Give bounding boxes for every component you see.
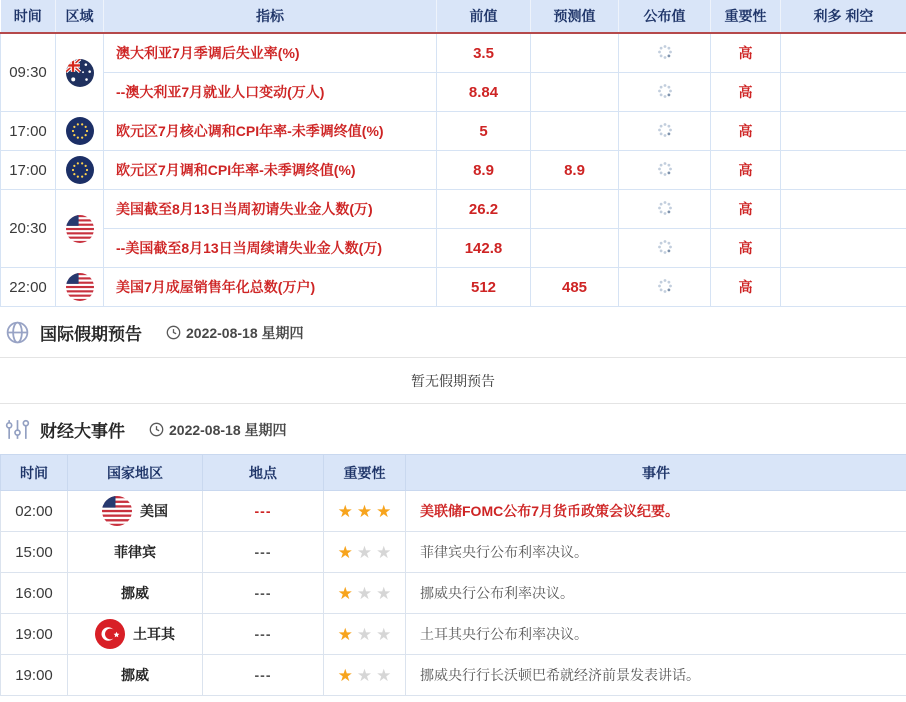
bias-cell — [781, 268, 906, 307]
holiday-date — [166, 323, 304, 343]
star-icon — [357, 503, 372, 520]
country-cell — [68, 573, 203, 614]
major-events-table — [0, 454, 906, 696]
country-cell — [68, 614, 203, 655]
importance-badge: 高 — [711, 73, 781, 112]
table-row — [1, 655, 906, 696]
event-time: 17:00 — [1, 112, 56, 151]
col-header-location: 地点 — [203, 455, 324, 491]
location-cell: --- — [203, 614, 324, 655]
economic-calendar-table — [0, 0, 906, 307]
events-header-row — [1, 455, 906, 491]
event-description[interactable]: 美联储FOMC公布7月货币政策会议纪要。 — [406, 491, 906, 532]
star-icon — [357, 626, 372, 643]
table-row — [1, 151, 906, 190]
star-icon — [357, 667, 372, 684]
published-value-cell — [619, 151, 711, 190]
col-header-country: 国家地区 — [68, 455, 203, 491]
event-time: 16:00 — [1, 573, 68, 614]
previous-value: 3.5 — [437, 33, 531, 73]
star-icon — [357, 544, 372, 561]
events-chart-icon — [5, 417, 30, 442]
location-cell: --- — [203, 655, 324, 696]
event-description[interactable]: 挪威央行行长沃顿巴希就经济前景发表讲话。 — [406, 655, 906, 696]
previous-value: 8.9 — [437, 151, 531, 190]
importance-badge: 高 — [711, 229, 781, 268]
col-header-importance: 重要性 — [711, 0, 781, 33]
table-row — [1, 229, 906, 268]
event-description[interactable]: 土耳其央行公布利率决议。 — [406, 614, 906, 655]
region-flag-cell — [56, 112, 104, 151]
table-row — [1, 532, 906, 573]
published-value-cell — [619, 268, 711, 307]
clock-icon — [149, 422, 164, 437]
event-time: 22:00 — [1, 268, 56, 307]
events-date — [149, 420, 287, 440]
calendar-header-row — [1, 0, 906, 33]
star-icon — [376, 544, 391, 561]
star-icon — [376, 503, 391, 520]
previous-value: 8.84 — [437, 73, 531, 112]
indicator-name[interactable]: 欧元区7月调和CPI年率-未季调终值(%) — [104, 151, 437, 190]
forecast-value — [531, 112, 619, 151]
indicator-name[interactable]: 欧元区7月核心调和CPI年率-未季调终值(%) — [104, 112, 437, 151]
published-value-cell — [619, 229, 711, 268]
importance-badge: 高 — [711, 268, 781, 307]
region-flag-cell — [56, 33, 104, 112]
loading-spinner-icon — [657, 200, 673, 216]
turkey-flag-icon — [95, 619, 125, 649]
globe-icon — [5, 320, 30, 345]
event-time: 15:00 — [1, 532, 68, 573]
indicator-name[interactable]: 美国7月成屋销售年化总数(万户) — [104, 268, 437, 307]
forecast-value — [531, 33, 619, 73]
table-row — [1, 573, 906, 614]
col-header-time: 时间 — [1, 455, 68, 491]
table-row — [1, 33, 906, 73]
importance-badge: 高 — [711, 151, 781, 190]
indicator-name[interactable]: 美国截至8月13日当周初请失业金人数(万) — [104, 190, 437, 229]
previous-value: 26.2 — [437, 190, 531, 229]
bias-cell — [781, 112, 906, 151]
holiday-section-title: 国际假期预告 — [40, 325, 142, 344]
importance-badge: 高 — [711, 190, 781, 229]
table-row — [1, 268, 906, 307]
importance-badge: 高 — [711, 112, 781, 151]
published-value-cell — [619, 190, 711, 229]
events-section-title: 财经大事件 — [40, 422, 125, 441]
star-icon — [338, 503, 353, 520]
loading-spinner-icon — [657, 44, 673, 60]
us-flag-icon — [102, 496, 132, 526]
forecast-value — [531, 229, 619, 268]
country-name: 挪威 — [121, 667, 149, 683]
loading-spinner-icon — [657, 83, 673, 99]
event-description[interactable]: 菲律宾央行公布利率决议。 — [406, 532, 906, 573]
indicator-name[interactable]: --澳大利亚7月就业人口变动(万人) — [104, 73, 437, 112]
forecast-value: 485 — [531, 268, 619, 307]
forecast-value: 8.9 — [531, 151, 619, 190]
star-icon — [338, 585, 353, 602]
star-icon — [338, 626, 353, 643]
location-cell: --- — [203, 491, 324, 532]
importance-stars — [324, 655, 406, 696]
event-time: 19:00 — [1, 655, 68, 696]
published-value-cell — [619, 33, 711, 73]
holiday-empty-message: 暂无假期预告 — [411, 373, 495, 389]
importance-stars — [324, 573, 406, 614]
indicator-name[interactable]: 澳大利亚7月季调后失业率(%) — [104, 33, 437, 73]
bias-cell — [781, 73, 906, 112]
region-flag-cell — [56, 151, 104, 190]
event-time: 20:30 — [1, 190, 56, 268]
col-header-indicator: 指标 — [104, 0, 437, 33]
country-cell — [68, 655, 203, 696]
region-flag-cell — [56, 268, 104, 307]
importance-stars — [324, 491, 406, 532]
table-row — [1, 112, 906, 151]
star-icon — [338, 667, 353, 684]
loading-spinner-icon — [657, 122, 673, 138]
country-name: 菲律宾 — [114, 544, 156, 560]
events-section-header — [0, 404, 906, 454]
holiday-date-label: 2022-08-18 星期四 — [186, 324, 304, 341]
table-row — [1, 73, 906, 112]
loading-spinner-icon — [657, 278, 673, 294]
region-flag-cell — [56, 190, 104, 268]
star-icon — [376, 667, 391, 684]
col-header-event: 事件 — [406, 455, 906, 491]
indicator-name[interactable]: --美国截至8月13日当周续请失业金人数(万) — [104, 229, 437, 268]
table-row — [1, 491, 906, 532]
star-icon — [338, 544, 353, 561]
star-icon — [376, 585, 391, 602]
bias-cell — [781, 151, 906, 190]
country-name: 土耳其 — [133, 626, 175, 642]
forecast-value — [531, 73, 619, 112]
bias-cell — [781, 229, 906, 268]
forecast-value — [531, 190, 619, 229]
table-row — [1, 614, 906, 655]
clock-icon — [166, 325, 181, 340]
table-row — [1, 190, 906, 229]
col-header-region: 区域 — [56, 0, 104, 33]
published-value-cell — [619, 112, 711, 151]
star-icon — [376, 626, 391, 643]
col-header-importance: 重要性 — [324, 455, 406, 491]
star-icon — [357, 585, 372, 602]
event-time: 09:30 — [1, 33, 56, 112]
bias-cell — [781, 33, 906, 73]
location-cell: --- — [203, 573, 324, 614]
event-time: 19:00 — [1, 614, 68, 655]
australia-flag-icon — [66, 59, 94, 87]
loading-spinner-icon — [657, 239, 673, 255]
importance-stars — [324, 614, 406, 655]
us-flag-icon — [66, 215, 94, 243]
us-flag-icon — [66, 273, 94, 301]
event-time: 02:00 — [1, 491, 68, 532]
country-name: 挪威 — [121, 585, 149, 601]
previous-value: 512 — [437, 268, 531, 307]
importance-stars — [324, 532, 406, 573]
loading-spinner-icon — [657, 161, 673, 177]
country-name: 美国 — [140, 503, 168, 519]
previous-value: 142.8 — [437, 229, 531, 268]
country-cell — [68, 491, 203, 532]
holiday-section-header — [0, 307, 906, 357]
col-header-published: 公布值 — [619, 0, 711, 33]
eu-flag-icon — [66, 156, 94, 184]
bias-cell — [781, 190, 906, 229]
col-header-bias: 利多 利空 — [781, 0, 906, 33]
country-cell — [68, 532, 203, 573]
eu-flag-icon — [66, 117, 94, 145]
col-header-time: 时间 — [1, 0, 56, 33]
location-cell: --- — [203, 532, 324, 573]
importance-badge: 高 — [711, 33, 781, 73]
col-header-forecast: 预测值 — [531, 0, 619, 33]
events-date-label: 2022-08-18 星期四 — [169, 421, 287, 438]
event-description[interactable]: 挪威央行公布利率决议。 — [406, 573, 906, 614]
event-time: 17:00 — [1, 151, 56, 190]
previous-value: 5 — [437, 112, 531, 151]
col-header-previous: 前值 — [437, 0, 531, 33]
published-value-cell — [619, 73, 711, 112]
